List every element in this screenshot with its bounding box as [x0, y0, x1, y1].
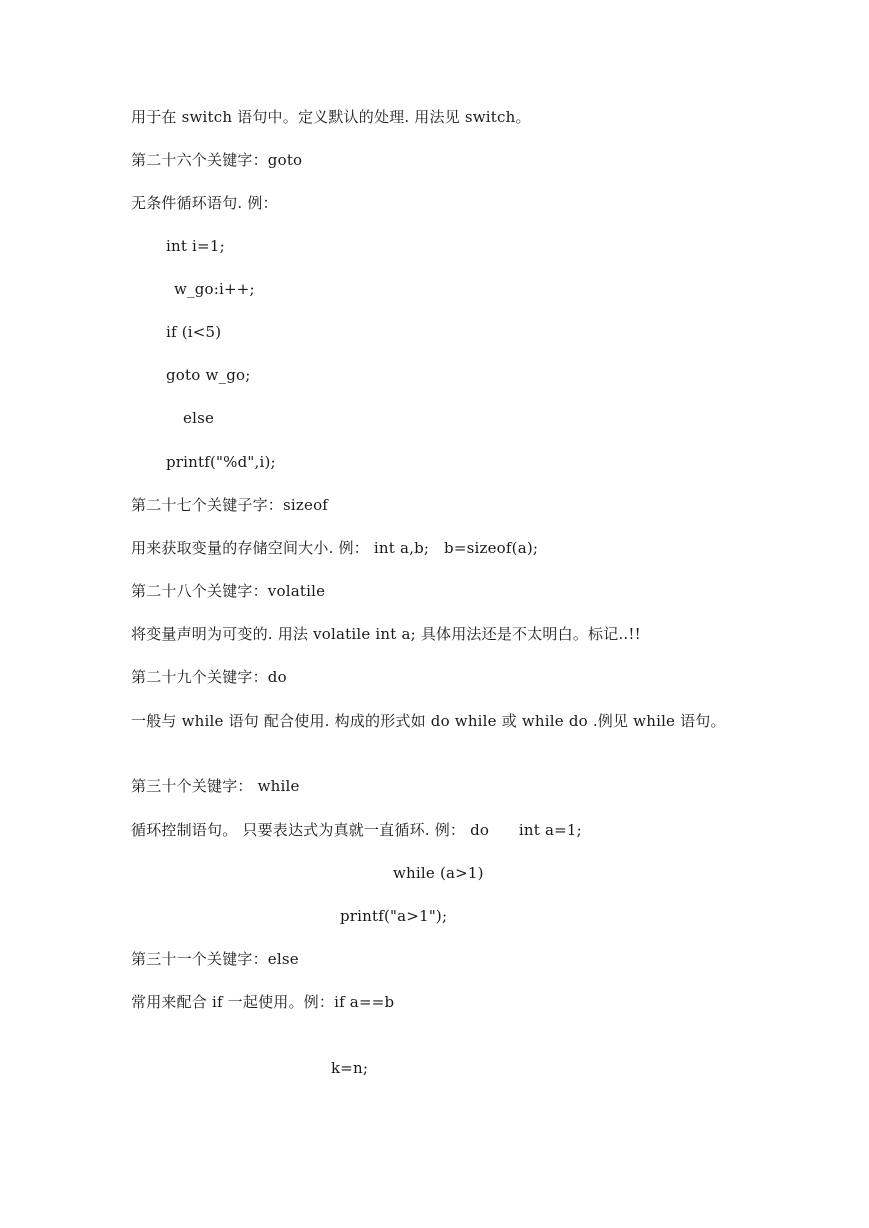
- text-paragraph: 一般与 while 语句 配合使用. 构成的形式如 do while 或 while do .例见 while 语句。: [131, 712, 726, 730]
- keyword-heading: 第三十一个关键字：else: [131, 950, 299, 968]
- keyword-heading: 第三十个关键字： while: [131, 777, 300, 795]
- text-line: 用于在 switch 语句中。定义默认的处理. 用法见 switch。: [131, 108, 531, 126]
- code-line: w_go:i++;: [174, 280, 255, 298]
- text-line: 常用来配合 if 一起使用。例：if a==b: [131, 993, 395, 1011]
- code-line: int i=1;: [166, 237, 225, 255]
- code-line: if (i<5): [166, 323, 222, 341]
- text-line: 将变量声明为可变的. 用法 volatile int a; 具体用法还是不太明白。标记..!!: [131, 625, 641, 643]
- code-line: else: [183, 409, 215, 427]
- code-line: while (a>1): [393, 864, 484, 882]
- keyword-heading: 第二十七个关键子字：sizeof: [131, 496, 329, 514]
- code-line: goto w_go;: [166, 366, 251, 384]
- keyword-heading: 第二十九个关键字：do: [131, 668, 287, 686]
- code-line: printf("a>1");: [340, 907, 448, 925]
- text-line: 无条件循环语句. 例：: [131, 194, 278, 212]
- code-line: k=n;: [331, 1059, 369, 1077]
- keyword-heading: 第二十六个关键字：goto: [131, 151, 303, 169]
- keyword-heading: 第二十八个关键字：volatile: [131, 582, 326, 600]
- text-line: 循环控制语句。 只要表达式为真就一直循环. 例： do int a=1;: [131, 821, 582, 839]
- text-line: 用来获取变量的存储空间大小. 例： int a,b; b=sizeof(a);: [131, 539, 539, 557]
- code-line: printf("%d",i);: [166, 453, 276, 471]
